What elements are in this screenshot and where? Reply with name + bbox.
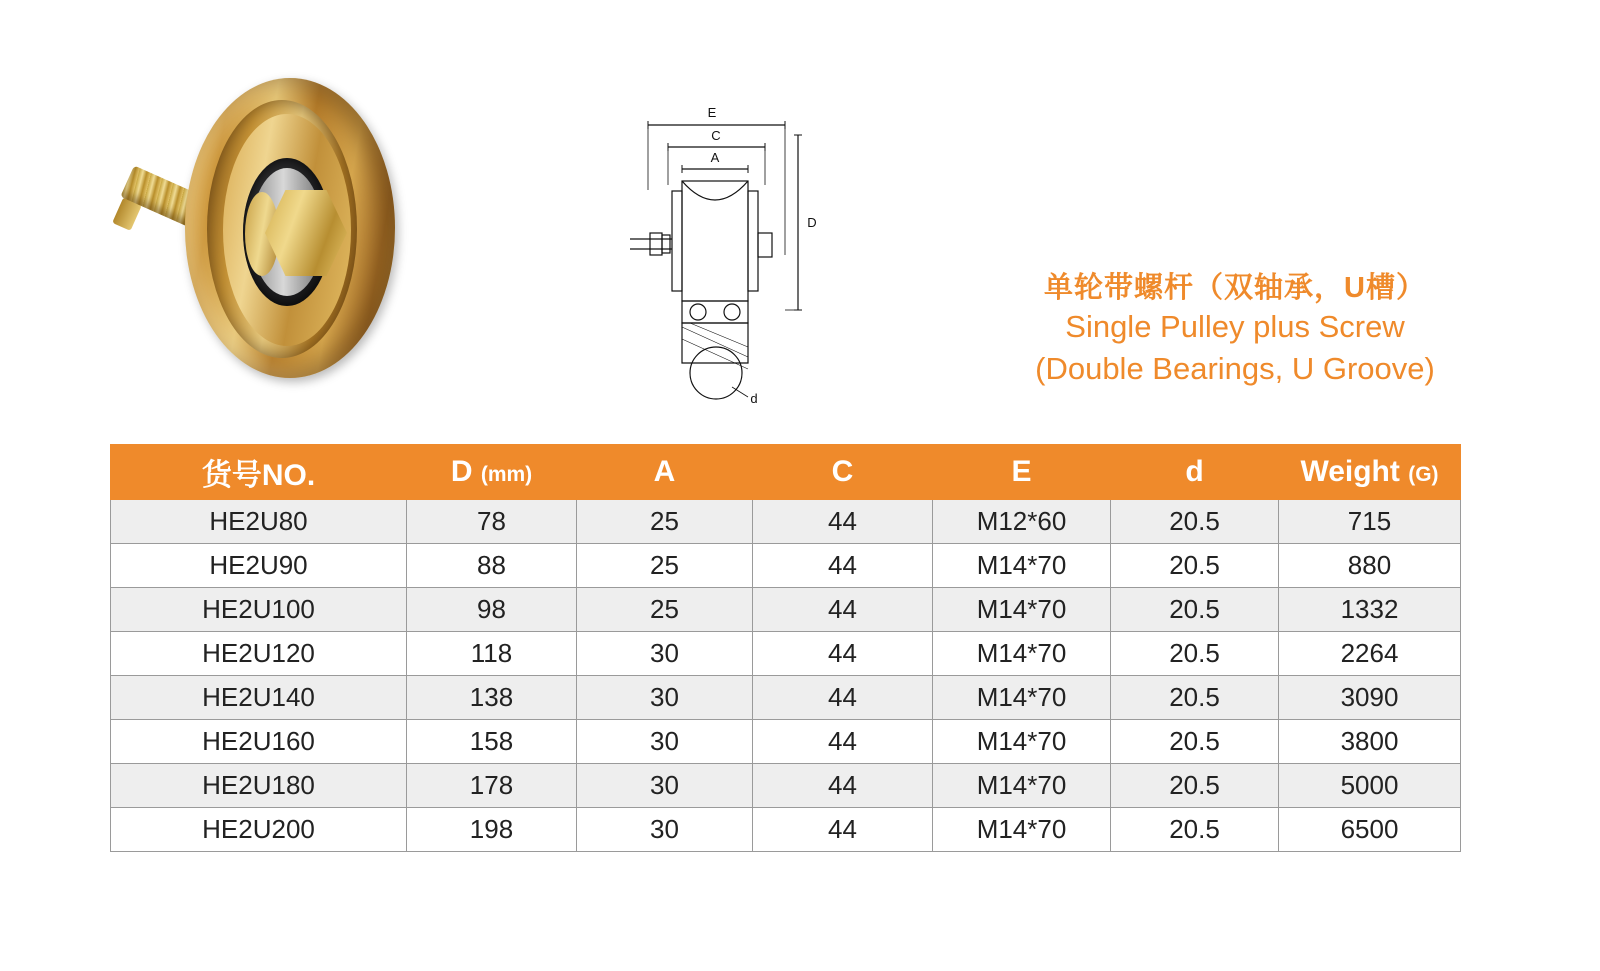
cell-d: 78 bbox=[407, 500, 577, 544]
cell-d: 158 bbox=[407, 720, 577, 764]
product-photo bbox=[95, 40, 435, 390]
spec-table-body bbox=[111, 500, 1461, 852]
product-header-area bbox=[0, 0, 1600, 430]
spec-table-wrapper bbox=[110, 444, 1460, 852]
cell-c: 44 bbox=[753, 720, 933, 764]
cell-a: 30 bbox=[577, 808, 753, 852]
cell-e: M14*70 bbox=[933, 632, 1111, 676]
header-main-weight: Weight bbox=[1300, 455, 1400, 488]
cell-no: HE2U80 bbox=[111, 500, 407, 544]
cell-dd: 20.5 bbox=[1111, 588, 1279, 632]
header-cell-dd bbox=[1111, 445, 1279, 500]
cell-dd: 20.5 bbox=[1111, 632, 1279, 676]
cell-no: HE2U160 bbox=[111, 720, 407, 764]
cell-no: HE2U200 bbox=[111, 808, 407, 852]
cell-e: M12*60 bbox=[933, 500, 1111, 544]
cell-weight: 2264 bbox=[1279, 632, 1461, 676]
header-main-e: E bbox=[1011, 455, 1032, 488]
header-main-a: A bbox=[653, 455, 676, 488]
header-main-no: 货号NO. bbox=[201, 459, 316, 492]
cell-c: 44 bbox=[753, 588, 933, 632]
table-row bbox=[111, 500, 1461, 544]
cell-no: HE2U100 bbox=[111, 588, 407, 632]
cell-d: 138 bbox=[407, 676, 577, 720]
cell-e: M14*70 bbox=[933, 676, 1111, 720]
technical-drawing-svg bbox=[620, 95, 870, 415]
header-unit-d: (mm) bbox=[480, 463, 533, 486]
cell-e: M14*70 bbox=[933, 720, 1111, 764]
cell-d: 118 bbox=[407, 632, 577, 676]
cell-c: 44 bbox=[753, 764, 933, 808]
cell-a: 30 bbox=[577, 676, 753, 720]
cell-weight: 1332 bbox=[1279, 588, 1461, 632]
header-main-d: D bbox=[450, 455, 473, 488]
header-cell-weight bbox=[1279, 445, 1461, 500]
cell-weight: 3090 bbox=[1279, 676, 1461, 720]
product-title-en-line2: (Double Bearings, U Groove) bbox=[1035, 351, 1435, 387]
cell-a: 30 bbox=[577, 632, 753, 676]
dim-label-E: E bbox=[707, 105, 717, 120]
spec-table bbox=[110, 444, 1461, 852]
cell-dd: 20.5 bbox=[1111, 500, 1279, 544]
dim-label-C: C bbox=[711, 128, 721, 143]
product-title-cn: 单轮带螺杆（双轴承，U槽） bbox=[1044, 272, 1426, 304]
cell-a: 30 bbox=[577, 720, 753, 764]
table-header-row bbox=[111, 445, 1461, 500]
cell-weight: 715 bbox=[1279, 500, 1461, 544]
cell-weight: 6500 bbox=[1279, 808, 1461, 852]
cell-a: 25 bbox=[577, 588, 753, 632]
technical-drawing bbox=[620, 95, 870, 415]
product-title-en-line1: Single Pulley plus Screw bbox=[1065, 309, 1405, 345]
cell-e: M14*70 bbox=[933, 808, 1111, 852]
cell-d: 98 bbox=[407, 588, 577, 632]
cell-e: M14*70 bbox=[933, 544, 1111, 588]
table-row bbox=[111, 764, 1461, 808]
cell-a: 25 bbox=[577, 500, 753, 544]
spec-table-head bbox=[111, 445, 1461, 500]
cell-dd: 20.5 bbox=[1111, 808, 1279, 852]
cell-weight: 880 bbox=[1279, 544, 1461, 588]
cell-d: 198 bbox=[407, 808, 577, 852]
table-row bbox=[111, 544, 1461, 588]
table-row bbox=[111, 808, 1461, 852]
cell-dd: 20.5 bbox=[1111, 544, 1279, 588]
cell-a: 25 bbox=[577, 544, 753, 588]
cell-no: HE2U180 bbox=[111, 764, 407, 808]
cell-dd: 20.5 bbox=[1111, 764, 1279, 808]
header-cell-e bbox=[933, 445, 1111, 500]
cell-c: 44 bbox=[753, 808, 933, 852]
product-title-block bbox=[1000, 270, 1470, 390]
cell-no: HE2U120 bbox=[111, 632, 407, 676]
header-main-c: C bbox=[831, 455, 854, 488]
cell-no: HE2U140 bbox=[111, 676, 407, 720]
cell-no: HE2U90 bbox=[111, 544, 407, 588]
cell-c: 44 bbox=[753, 500, 933, 544]
dim-label-D: D bbox=[807, 215, 817, 230]
header-cell-d bbox=[407, 445, 577, 500]
header-cell-a bbox=[577, 445, 753, 500]
cell-a: 30 bbox=[577, 764, 753, 808]
cell-weight: 5000 bbox=[1279, 764, 1461, 808]
dim-label-d: d bbox=[750, 391, 758, 406]
table-row bbox=[111, 720, 1461, 764]
cell-c: 44 bbox=[753, 632, 933, 676]
cell-d: 178 bbox=[407, 764, 577, 808]
cell-c: 44 bbox=[753, 544, 933, 588]
cell-e: M14*70 bbox=[933, 588, 1111, 632]
cell-dd: 20.5 bbox=[1111, 676, 1279, 720]
table-row bbox=[111, 676, 1461, 720]
header-main-dd: d bbox=[1185, 455, 1204, 488]
cell-d: 88 bbox=[407, 544, 577, 588]
header-cell-no bbox=[111, 445, 407, 500]
table-row bbox=[111, 588, 1461, 632]
dim-label-A: A bbox=[710, 150, 720, 165]
header-cell-c bbox=[753, 445, 933, 500]
cell-e: M14*70 bbox=[933, 764, 1111, 808]
cell-weight: 3800 bbox=[1279, 720, 1461, 764]
table-row bbox=[111, 632, 1461, 676]
header-unit-weight: (G) bbox=[1408, 463, 1439, 486]
cell-dd: 20.5 bbox=[1111, 720, 1279, 764]
cell-c: 44 bbox=[753, 676, 933, 720]
